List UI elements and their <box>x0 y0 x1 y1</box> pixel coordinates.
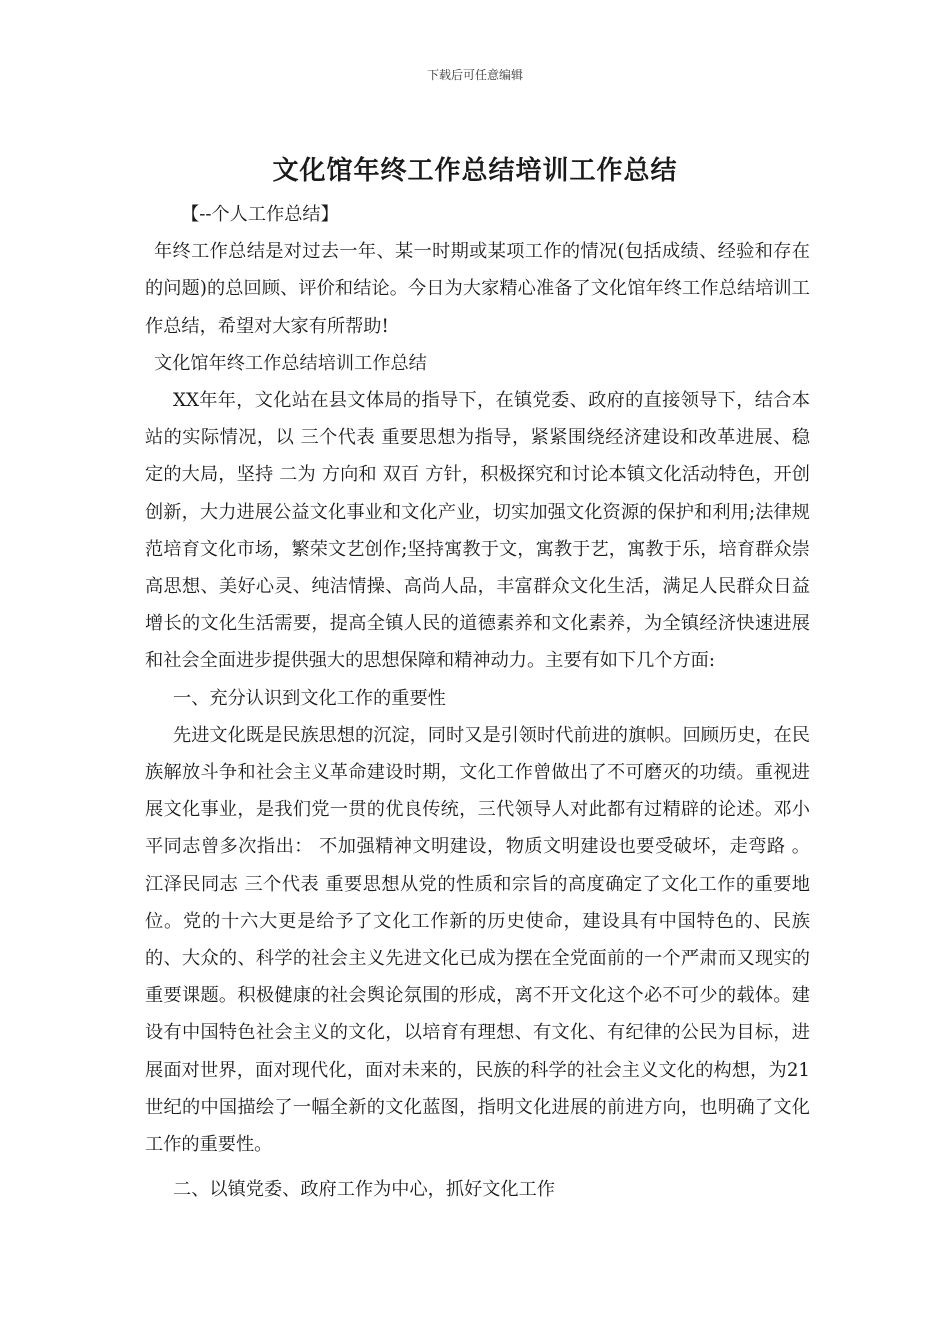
section-heading: 一、充分认识到文化工作的重要性 <box>173 687 446 709</box>
section-heading: 二、以镇党委、政府工作为中心，抓好文化工作 <box>173 1179 555 1201</box>
header-note: 下载后可任意编辑 <box>426 68 523 82</box>
document-title: 文化馆年终工作总结培训工作总结 <box>272 156 678 186</box>
body-paragraph: 先进文化既是民族思想的沉淀，同时又是引领时代前进的旗帜。回顾历史，在民族解放斗争和社会主义革命建设时期，文化工作曾做出了不可磨灭的功绩。重视进展文化事业，是我们党一贯的优良传统，三代领导人对此都有过精辟的论述。邓小平同志曾多次指出： 不加强精神文明建设，物质文明建设也要受破坏，走弯路 。江泽民同志 三个代表 重要思想从党的性质和宗旨的高度确定了文化工作的重要地位。党的十六大更是给予了文化工作新的历史使命，建设具有中国特色的、民族的、大众的、科学的社会主义先进文化已成为摆在全党面前的一个严肃而又现实的重要课题。积极健康的社会舆论氛围的形成，离不开文化这个必不可少的载体。建设有中国特色社会主义的文化，以培育有理想、有文化、有纪律的公民为目标，进展面对世界，面对现代化，面对未来的，民族的科学的社会主义文化的构想，为21世纪的中国描绘了一幅全新的文化蓝图，指明文化进展的前进方向，也明确了文化工作的重要性。 <box>145 724 810 1156</box>
section-tag: 【--个人工作总结】 <box>181 204 339 225</box>
body-paragraph: XX年年，文化站在县文体局的指导下，在镇党委、政府的直接领导下，结合本站的实际情况，以 三个代表 重要思想为指导，紧紧围绕经济建设和改革进展、稳定的大局，坚持 二为 方向和 双百 方针，积极探究和讨论本镇文化活动特色，开创创新，大力进展公益文化事业和文化产业，切实加强文化资源的保护和利用;法律规范培育文化市场，繁荣文艺创作;坚持寓教于文，寓教于艺，寓教于乐，培育群众崇高思想、美好心灵、纯洁情操、高尚人品，丰富群众文化生活，满足人民群众日益增长的文化生活需要，提高全镇人民的道德素养和文化素养，为全镇经济快速进展和社会全面进步提供强大的思想保障和精神动力。主要有如下几个方面: <box>145 390 810 672</box>
document-body <box>145 196 810 1208</box>
subtitle-line: 文化馆年终工作总结培训工作总结 <box>154 352 427 374</box>
intro-paragraph: 年终工作总结是对过去一年、某一时期或某项工作的情况(包括成绩、经验和存在的问题)的总回顾、评价和结论。今日为大家精心准备了文化馆年终工作总结培训工作总结，希望对大家有所帮助! <box>145 241 810 337</box>
